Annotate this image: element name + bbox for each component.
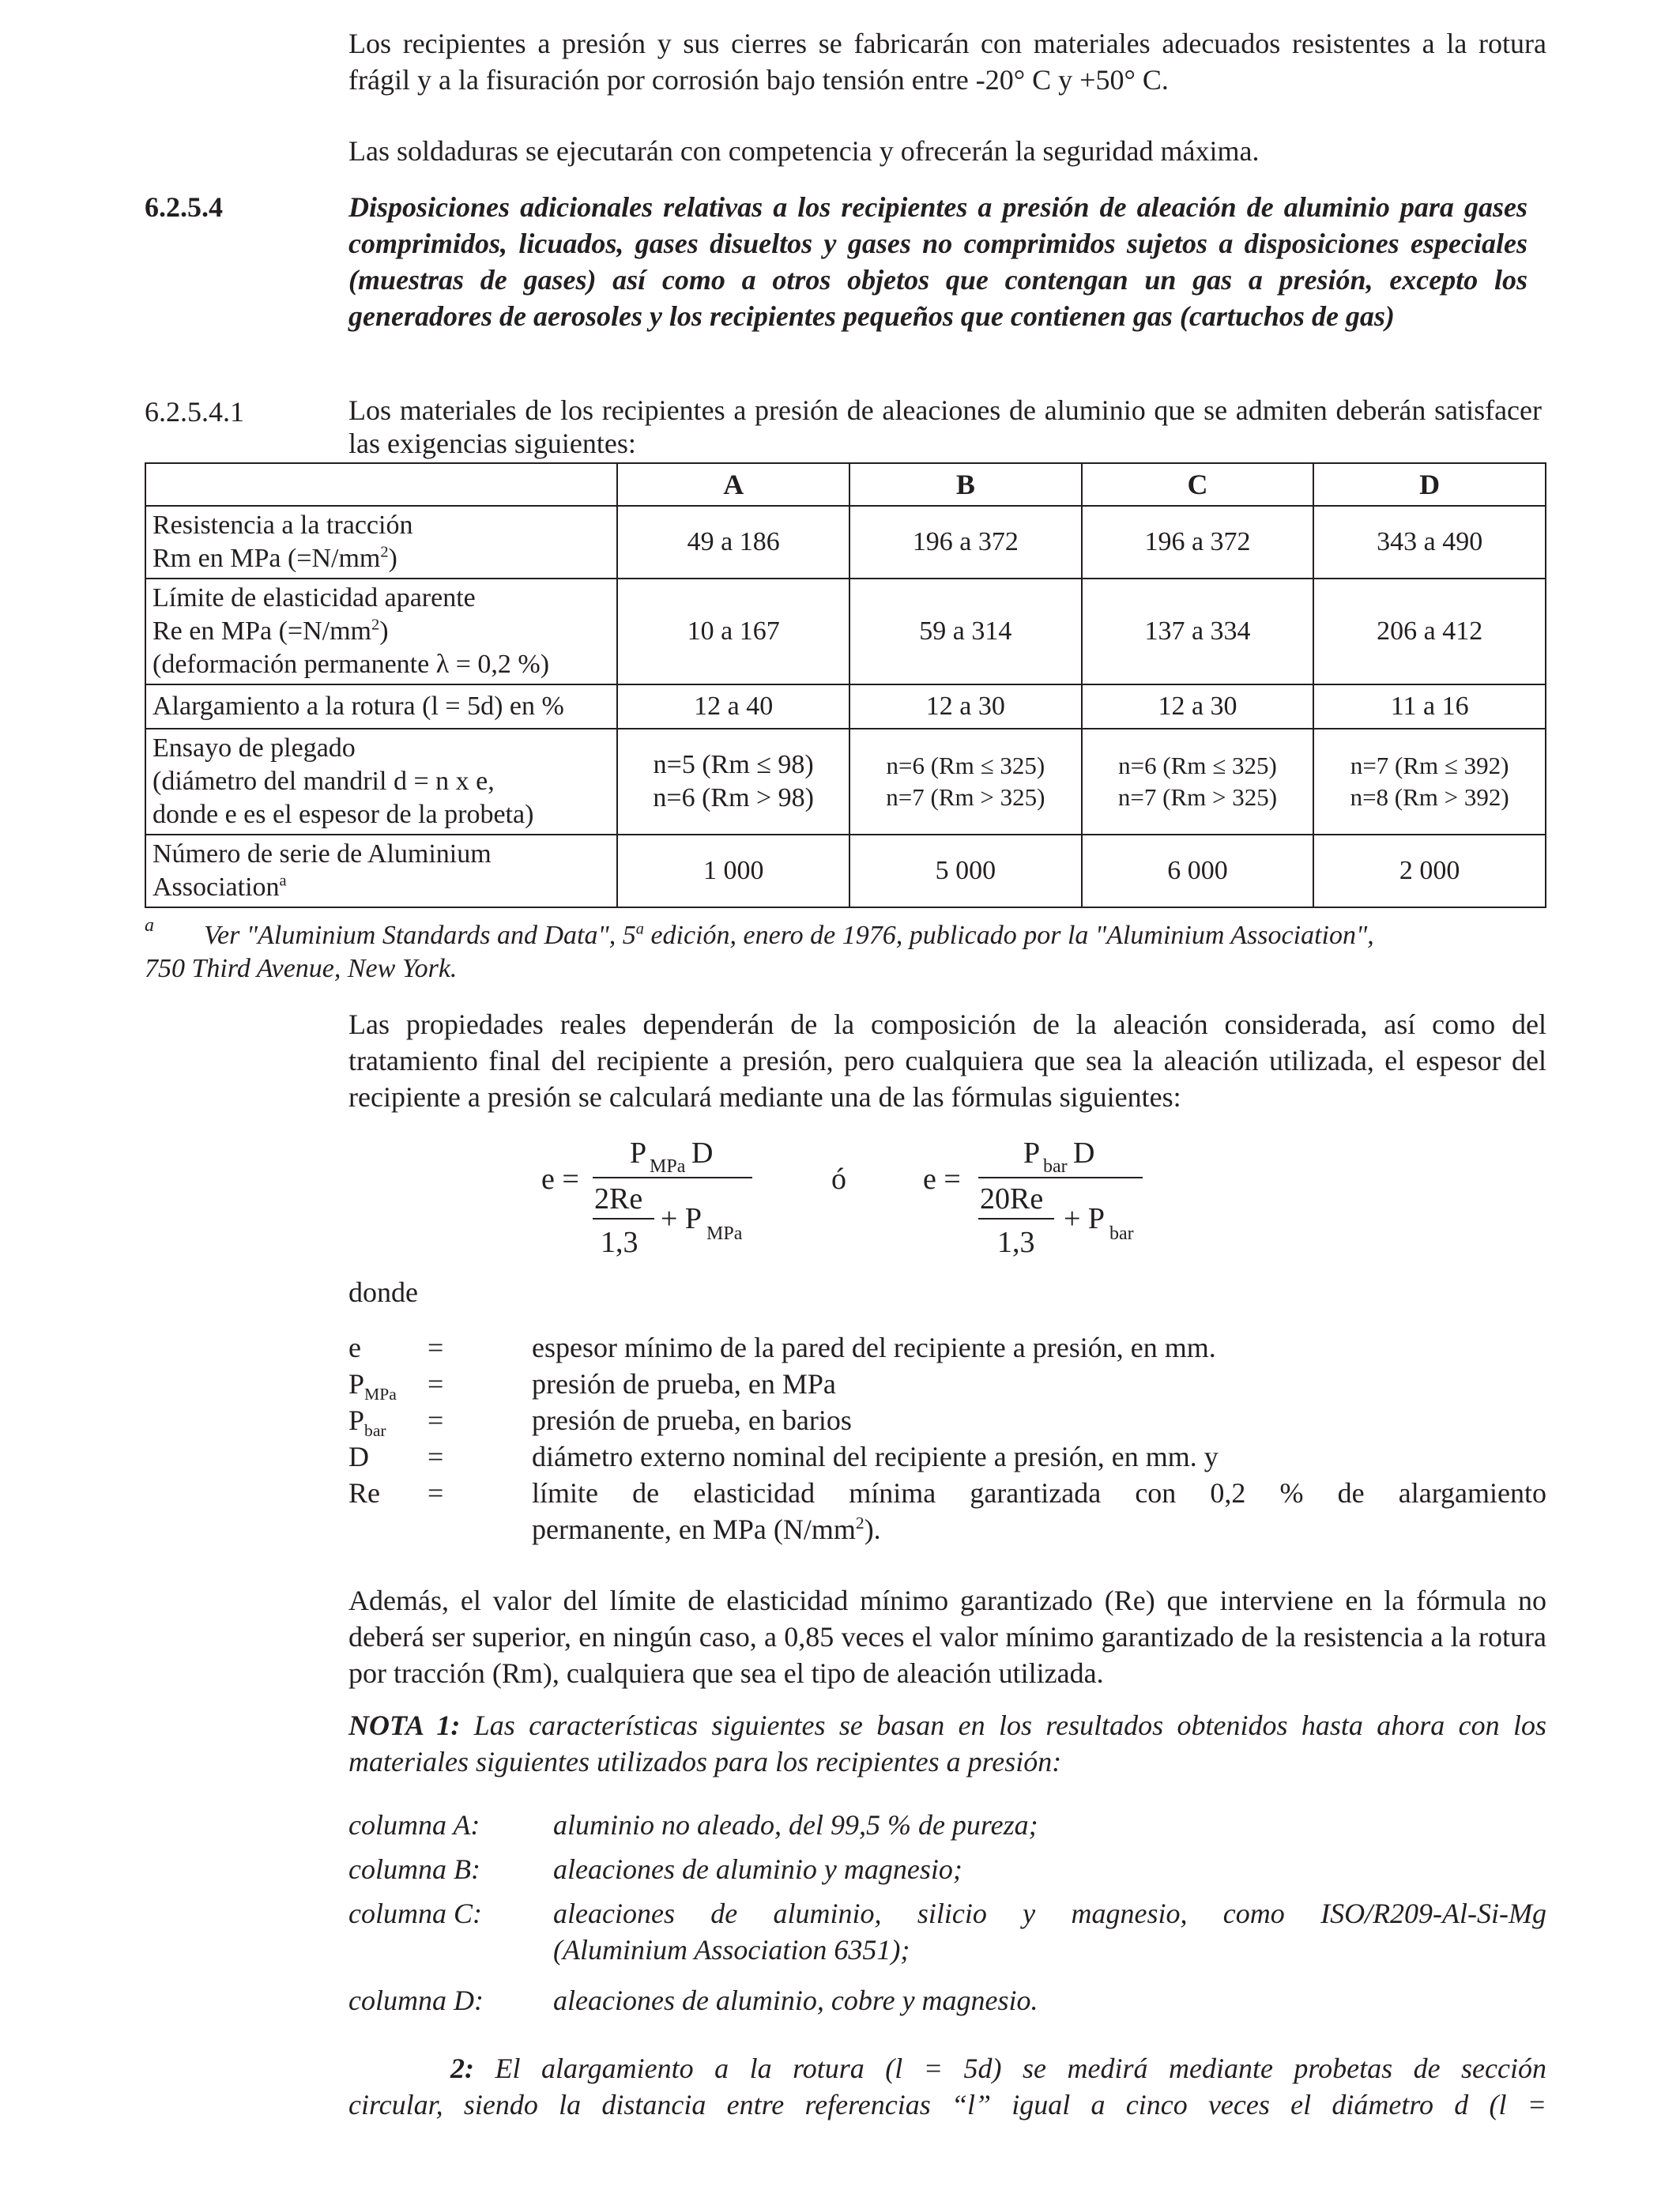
def-sub: bar [364,1421,386,1441]
intro-paragraph-1: Los recipientes a presión y sus cierres se fabricarán con materiales adecuados resistentes a la rotura frágil y a la fisuración por corrosión bajo tensión entre -20° C y +50° C. [348,28,1546,96]
section-number-62541: 6.2.5.4.1 [145,396,244,428]
definition-symbol [348,1438,369,1475]
definition-text: diámetro externo nominal del recipiente a presión, en mm. y [532,1441,1219,1472]
note-2-label: 2: [450,2053,474,2084]
column-b-label: columna B: [348,1853,480,1885]
table-header-col-d: D [1313,463,1546,506]
def-sup: 2 [855,1514,864,1532]
ademas-paragraph: Además, el valor del límite de elasticidad mínimo garantizado (Re) que interviene en la fórmula no deberá ser superior, en ningún caso, a 0,85 veces el valor mínimo garantizado de la resistencia a la rotura por tracción (Rm), cualquiera que sea el tipo de aleación utilizada. [348,1585,1546,1689]
footnote-text: edición, enero de 1976, publicado por la "Aluminium Association", [643,921,1374,950]
table-header-col-c: C [1082,463,1314,506]
formula2-num-d: D [1073,1137,1095,1170]
footnote-sup: a [635,920,644,938]
table-row [145,729,1546,835]
note-2-line-1 [450,2050,1546,2087]
table-header-row [145,463,1546,506]
def-sym: D [348,1441,369,1472]
table-cell: 196 a 372 [1082,506,1314,579]
table-header-col-a: A [617,463,849,506]
column-a-label: columna A: [348,1809,480,1841]
formula2-den-bot: 1,3 [997,1226,1035,1259]
note-2-line-2: circular, siendo la distancia entre referencias “l” igual a cinco veces el diámetro d (l = [348,2089,1546,2120]
label-line: (deformación permanente λ = 0,2 %) [153,650,550,679]
section-text-62541: Los materiales de los recipientes a presión de aleaciones de aluminio que se admiten deberán satisfacer las exigencias siguientes: [348,394,1542,459]
label-text: ) [379,616,389,646]
definition-eq: = [428,1332,444,1363]
table-header-empty [145,463,617,506]
donde-label: donde [348,1276,418,1308]
definition-symbol [348,1366,397,1402]
row-label-series [145,835,617,907]
cell-line: n=7 (Rm > 325) [886,783,1045,811]
formula2-den-fraction-bar [978,1218,1054,1220]
formula1-num-sub: MPa [650,1156,686,1177]
def-sym: P [348,1404,365,1436]
column-d-text: aleaciones de aluminio, cobre y magnesio. [553,1985,1038,2016]
formula2-plus-p: + P [1064,1202,1106,1235]
label-text: Association [153,873,280,902]
table-cell: 49 a 186 [617,506,849,579]
table-cell [849,729,1082,835]
formula1-den-fraction-bar [593,1218,654,1220]
formula2-e-eq: e = [923,1163,961,1196]
table-cell: 137 a 334 [1082,579,1314,684]
table-cell: 12 a 40 [617,684,849,729]
formula1-den-bot: 1,3 [601,1226,638,1259]
column-a-text: aluminio no aleado, del 99,5 % de pureza; [553,1809,1038,1841]
formula1-plus-p: + P [661,1202,703,1235]
table-cell: 59 a 314 [849,579,1082,684]
intro-paragraph-2: Las soldaduras se ejecutarán con competencia y ofrecerán la seguridad máxima. [348,135,1260,167]
label-line: donde e es el espesor de la probeta) [153,800,534,829]
cell-line: n=7 (Rm > 325) [1117,783,1278,811]
table-cell: 2 000 [1313,835,1546,907]
row-label-elongation: Alargamiento a la rotura (l = 5d) en % [145,684,617,729]
label-line [153,871,610,904]
label-line: Resistencia a la tracción [153,511,413,540]
row-label-tensile [145,506,617,579]
formula2-den-top: 20Re [980,1182,1044,1216]
label-line: (diámetro del mandril d = n x e, [153,767,495,796]
label-line [153,615,610,648]
formula2-main-fraction-bar [978,1177,1143,1178]
column-c-label: columna C: [348,1898,482,1929]
formula2-num-sub: bar [1043,1156,1068,1177]
table-cell: 206 a 412 [1313,579,1546,684]
section-title-6254: Disposiciones adicionales relativas a los recipientes a presión de aleación de aluminio para gases comprimidos, licuados, gases disueltos y gases no comprimidos sujetos a disposiciones especiales (muestras de gases) así como a otros objetos que contengan un gas a presión, excepto los generadores de aerosoles y los recipientes pequeños que contienen gas (cartuchos de gas) [348,191,1527,332]
footnote-line-2: 750 Third Avenue, New York. [145,954,458,983]
label-line: Número de serie de Aluminium [153,839,492,869]
label-sup: 2 [371,616,380,634]
note-1 [348,1707,1546,1780]
table-row [145,506,1546,579]
formula1-plus-sub: MPa [706,1223,743,1244]
formula1-main-fraction-bar [593,1177,752,1178]
label-text: Re en MPa (=N/mm [153,616,371,646]
footnote-line-1 [204,919,1374,952]
definition-symbol [348,1475,380,1511]
definition-eq: = [428,1477,444,1509]
def-sym: Re [348,1477,380,1509]
cell-line: n=6 (Rm ≤ 325) [886,752,1045,779]
formula-or: ó [831,1163,846,1196]
table-cell: 12 a 30 [849,684,1082,729]
table-cell: 196 a 372 [849,506,1082,579]
table-cell: 10 a 167 [617,579,849,684]
definition-eq: = [428,1368,444,1400]
note-2-text: El alargamiento a la rotura (l = 5d) se medirá mediante probetas de sección [474,2053,1546,2084]
cell-line: n=8 (Rm > 392) [1350,783,1509,811]
label-line [153,542,610,575]
definition-text-continued [532,1511,881,1547]
def-text: ). [864,1514,881,1545]
properties-paragraph: Las propiedades reales dependerán de la composición de la aleación considerada, así como del tratamiento final del recipiente a presión, pero cualquiera que sea la aleación utilizada, el espesor del recipiente a presión se calculará mediante una de las fórmulas siguientes: [348,1008,1546,1113]
label-text: ) [388,544,397,573]
label-line: Ensayo de plegado [153,733,356,763]
table-cell: 5 000 [849,835,1082,907]
definition-text: presión de prueba, en barios [532,1404,852,1436]
column-d-label: columna D: [348,1985,484,2016]
table-cell [1313,729,1546,835]
definition-eq: = [428,1404,444,1436]
table-cell: 1 000 [617,835,849,907]
note-1-label: NOTA 1: [348,1710,461,1741]
column-c-text-2: (Aluminium Association 6351); [553,1934,910,1966]
table-cell: 343 a 490 [1313,506,1546,579]
table-cell: 12 a 30 [1082,684,1314,729]
def-sub: MPa [364,1385,397,1404]
label-sup: 2 [380,543,389,561]
footnote-text: Ver "Aluminium Standards and Data", 5 [204,921,636,950]
table-cell [617,729,849,835]
label-sup: a [279,872,287,890]
table-cell [1082,729,1314,835]
label-text: Rm en MPa (=N/mm [153,544,381,573]
formula1-num-d: D [691,1137,714,1170]
def-sym: P [348,1368,365,1400]
section-number-6254: 6.2.5.4 [145,191,223,223]
formula2-num-p: P [1023,1137,1041,1170]
table-row [145,835,1546,907]
definition-text: límite de elasticidad mínima garantizada con 0,2 % de alargamiento [532,1477,1546,1509]
label-line: Límite de elasticidad aparente [153,583,476,613]
cell-line: n=6 (Rm > 98) [653,783,815,812]
cell-line: n=5 (Rm ≤ 98) [653,750,814,779]
table-cell: 11 a 16 [1313,684,1546,729]
footnote-mark: a [145,915,154,936]
definition-text: presión de prueba, en MPa [532,1368,836,1400]
table-row [145,684,1546,729]
note-1-text: Las características siguientes se basan en los resultados obtenidos hasta ahora con los materiales siguientes utilizados para los recipientes a presión: [348,1710,1546,1777]
formula2-plus-sub: bar [1109,1223,1134,1244]
def-text: permanente, en MPa (N/mm [532,1514,856,1545]
formula1-e-eq: e = [541,1163,579,1196]
definition-symbol [348,1329,361,1366]
formula1-den-top: 2Re [594,1182,643,1216]
row-label-yield [145,579,617,684]
column-c-text: aleaciones de aluminio, silicio y magnesio, como ISO/R209-Al-Si-Mg [553,1898,1546,1929]
table-row [145,579,1546,684]
column-b-text: aleaciones de aluminio y magnesio; [553,1853,962,1885]
row-label-bend-test [145,729,617,835]
cell-line: n=7 (Rm ≤ 392) [1350,752,1509,779]
table-cell: 6 000 [1082,835,1314,907]
def-sym: e [348,1332,361,1363]
alloy-properties-table [145,462,1546,908]
definition-text: espesor mínimo de la pared del recipiente a presión, en mm. [532,1332,1216,1363]
cell-line: n=6 (Rm ≤ 325) [1118,752,1277,779]
definition-symbol [348,1402,386,1441]
formula1-num-p: P [630,1137,647,1170]
definition-eq: = [428,1441,444,1472]
table-header-col-b: B [849,463,1082,506]
